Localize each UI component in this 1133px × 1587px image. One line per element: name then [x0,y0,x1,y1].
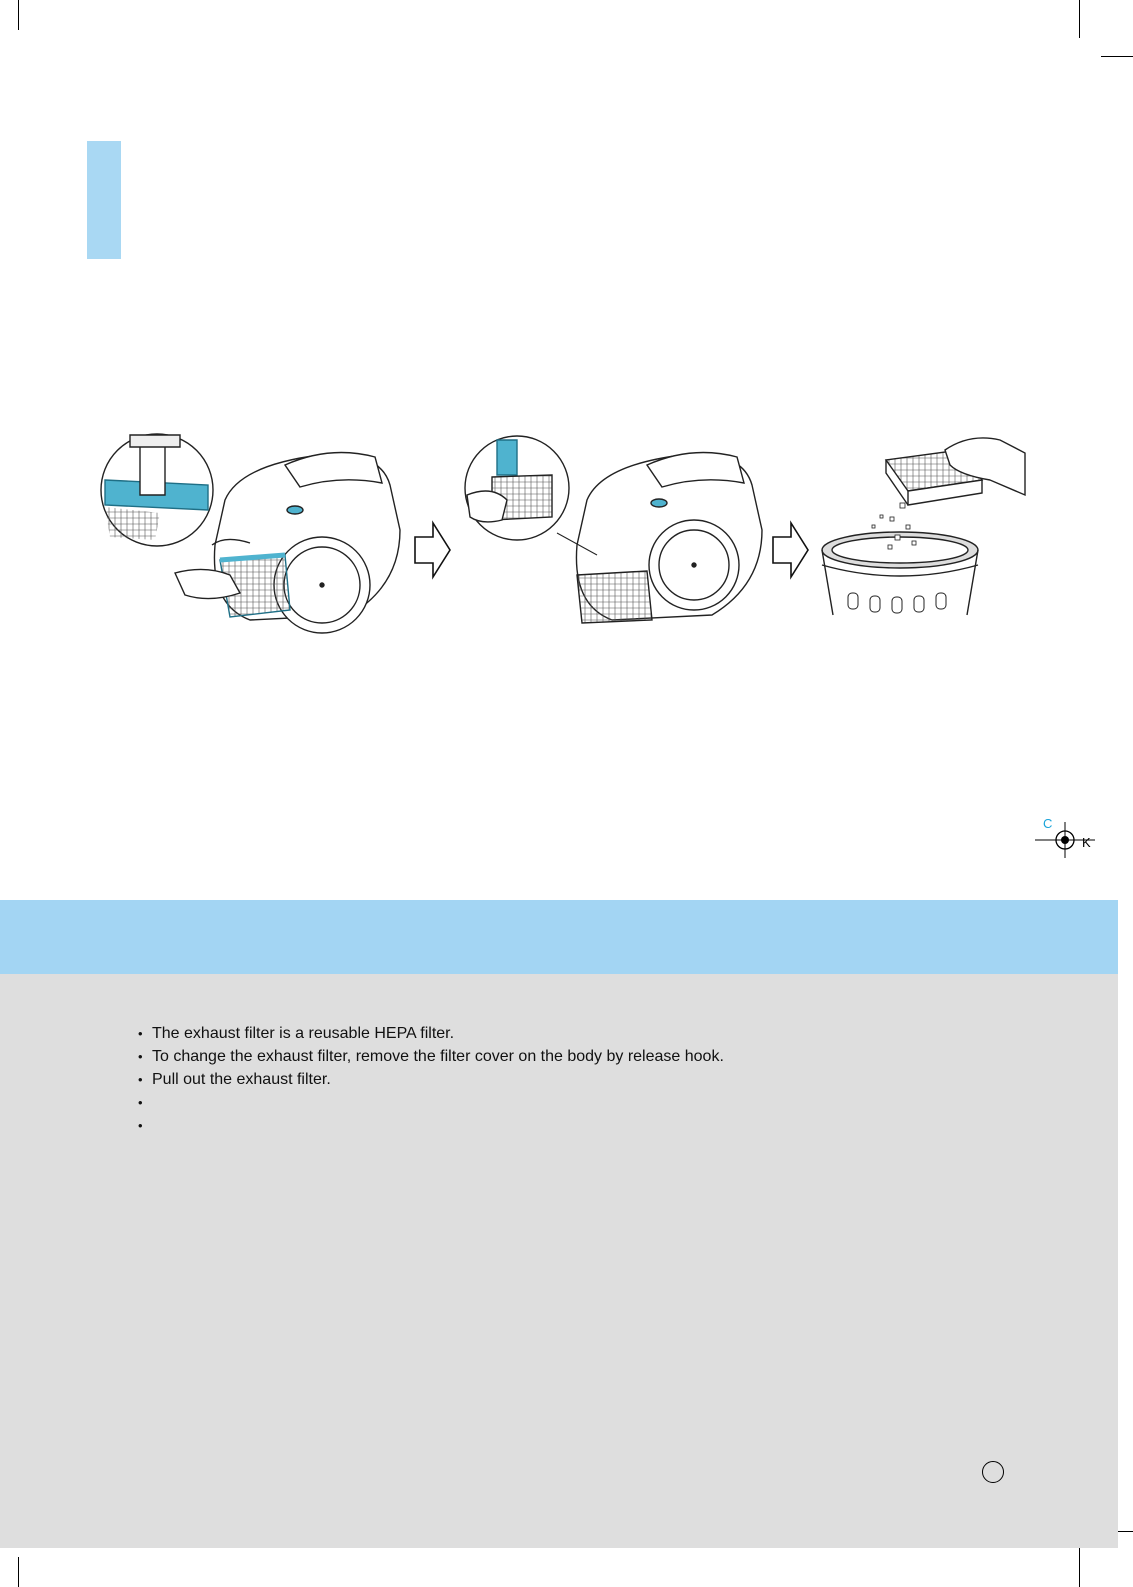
crop-mark-top-right-vertical [1079,0,1080,38]
bullet: • [138,1118,143,1133]
section-header-band [0,900,1118,974]
bullet: • [138,1026,143,1041]
instruction-text: To change the exhaust filter, remove the filter cover on the body by release hook. [152,1048,724,1065]
list-item [138,1045,724,1068]
list-item [138,1022,724,1045]
step-1-remove-cover [101,434,400,633]
arrow-right-icon [415,523,450,577]
registration-k-label: K [1082,835,1091,850]
crop-mark-bottom-left [18,1557,19,1587]
bullet: • [138,1049,143,1064]
bullet: • [138,1095,143,1110]
step-3-empty-dust [822,438,1025,615]
bullet: • [138,1072,143,1087]
instruction-text: The exhaust filter is a reusable HEPA filter. [152,1025,455,1042]
section-accent-bar [87,141,121,259]
list-item [138,1068,724,1091]
instruction-text: Pull out the exhaust filter. [152,1071,331,1088]
step-2-pull-filter [465,436,762,623]
registration-mark [1030,816,1100,860]
list-item [138,1091,724,1114]
crop-mark-top-left [18,0,19,30]
crop-mark-top-right-horizontal [1101,56,1133,57]
crop-mark-bottom-right-vertical [1079,1547,1080,1587]
registration-c-label: C [1043,816,1053,831]
instruction-list [138,1022,724,1137]
list-item [138,1114,724,1137]
page-number-circle-icon [982,1461,1004,1483]
arrow-right-icon [773,523,808,577]
exhaust-filter-steps-illustration [100,425,1060,635]
